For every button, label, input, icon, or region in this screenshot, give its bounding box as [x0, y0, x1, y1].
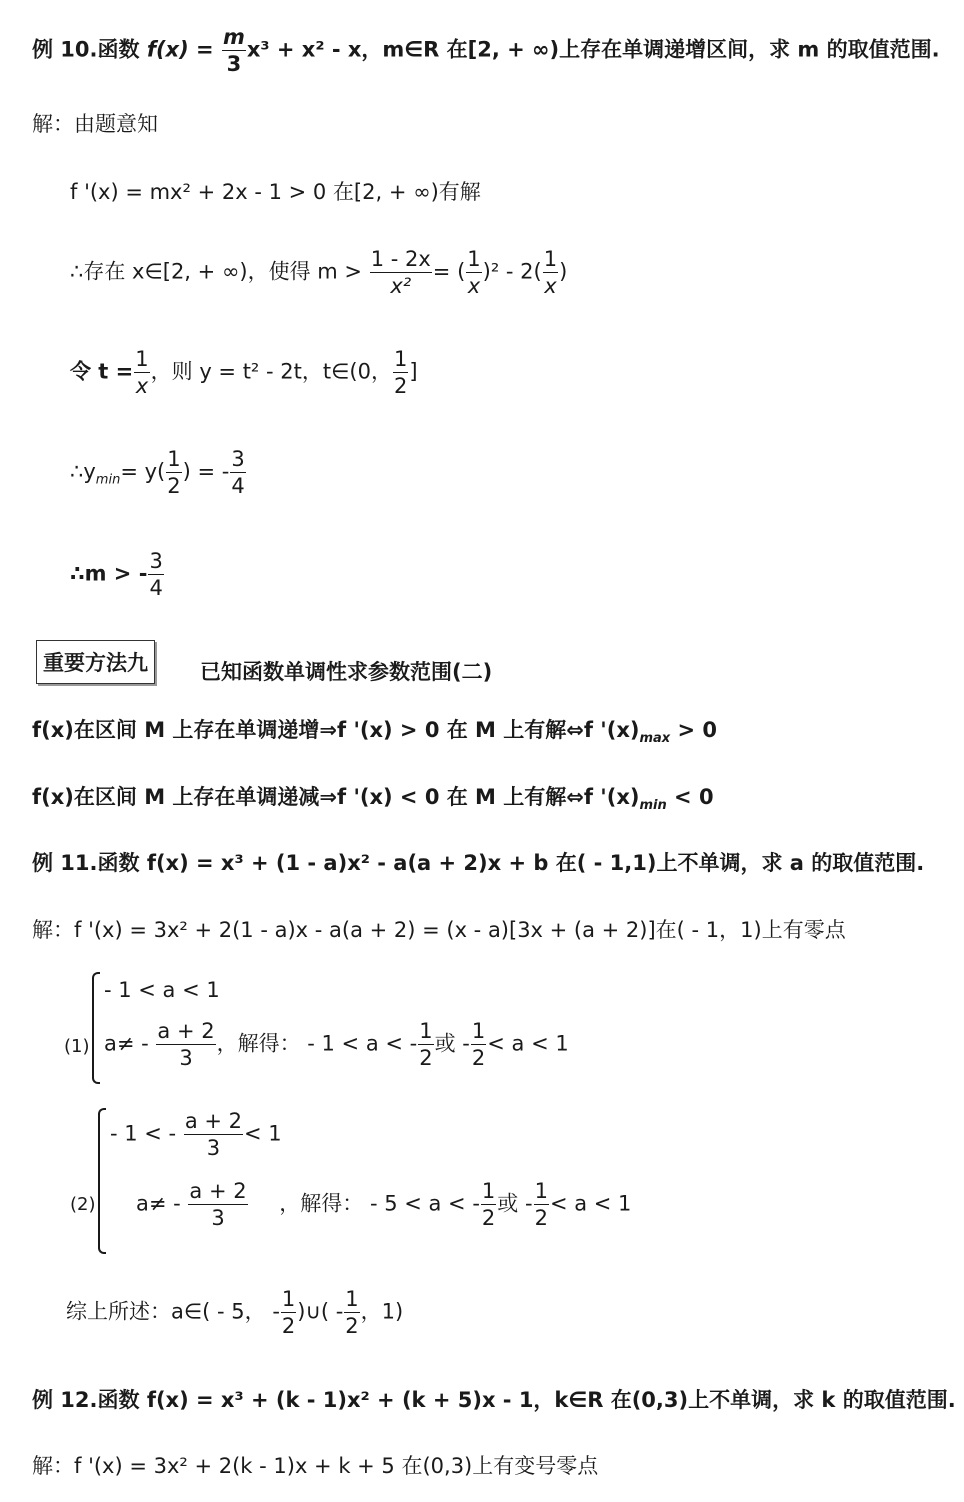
ex10-frac-m3	[222, 26, 246, 75]
case1-row2-a: a≠ -	[104, 1031, 149, 1056]
case2-row2-a: a≠ -	[136, 1191, 181, 1216]
frac-num: 1	[543, 248, 558, 273]
ex10-title-tail: x³ + x² - x，m∈R 在[2, + ∞)上存在单调递增区间，求 m 的取值范围.	[246, 37, 940, 62]
frac-den: x	[467, 274, 481, 299]
frac-num: a + 2	[188, 1180, 247, 1205]
rule2-sub: min	[639, 798, 667, 814]
frac-den: 3	[179, 1046, 193, 1071]
ex10-line3-b: ，则 y = t² - 2t，t∈(0，	[150, 359, 392, 384]
rule1-tail: > 0	[670, 718, 718, 742]
frac-den: x²	[390, 274, 412, 299]
ex10-title-prefix: 例 10.函数	[32, 37, 147, 62]
frac-num: 1	[466, 248, 481, 273]
frac-num: 1	[393, 348, 408, 373]
frac-den: 2	[481, 1206, 496, 1231]
frac-den: 3	[226, 52, 242, 77]
ex11-case2-label: (2)	[70, 1194, 96, 1215]
frac-den: 4	[231, 474, 245, 499]
frac-num: 3	[148, 550, 163, 575]
ex12-solution: 解：f '(x) = 3x² + 2(k - 1)x + k + 5 在(0,3)上有变号零点	[32, 1454, 599, 1478]
rule1-text: f(x)在区间 M 上存在单调递增⇒f '(x) > 0 在 M 上有解⇔f '(x)	[32, 718, 640, 742]
ex10-frac-1x-a	[466, 248, 481, 297]
ex10-solution-intro: 解：由题意知	[32, 112, 158, 136]
ex11-frac-1-2-c	[481, 1180, 496, 1229]
ex11-frac-1-2-e	[281, 1288, 296, 1337]
ex10-line2-b: = (	[432, 259, 466, 284]
ex11-case1-brace	[92, 972, 100, 1084]
frac-den: 4	[149, 576, 163, 601]
ex10-frac-1-2-b	[166, 448, 181, 497]
frac-num: 1	[534, 1180, 549, 1205]
ex10-line3-c: ]	[409, 359, 418, 384]
method-rule-1	[32, 720, 717, 745]
ex11-case2-row2	[136, 1180, 631, 1229]
ex10-frac-1x-c	[134, 348, 149, 397]
ex10-line4	[70, 448, 247, 497]
frac-num: 3	[230, 448, 245, 473]
ex10-line4-b: = y(	[120, 459, 166, 484]
ex10-line2	[70, 248, 567, 297]
frac-num: 1	[471, 1020, 486, 1045]
method-title: 已知函数单调性求参数范围(二)	[200, 660, 493, 684]
ex10-line2-d: )	[559, 259, 568, 284]
ex12-title: 例 12.函数 f(x) = x³ + (k - 1)x² + (k + 5)x - 1，k∈R 在(0,3)上不单调，求 k 的取值范围.	[32, 1388, 956, 1412]
ex10-frac-1-2	[393, 348, 408, 397]
case1-or: 或 -	[434, 1031, 470, 1056]
ex10-line4-c: ) = -	[182, 459, 230, 484]
case2-row1-a: - 1 < -	[110, 1121, 177, 1146]
ex11-frac-1-2-a	[418, 1020, 433, 1069]
frac-den: 2	[281, 1314, 296, 1339]
frac-den: 2	[393, 374, 408, 399]
ex11-frac-1-2-d	[534, 1180, 549, 1229]
frac-num: 1	[418, 1020, 433, 1045]
frac-den: 3	[211, 1206, 225, 1231]
summary-a: 综上所述：a∈( - 5， -	[66, 1299, 280, 1324]
frac-den: 2	[345, 1314, 359, 1339]
case2-tail: < a < 1	[549, 1191, 632, 1216]
frac-num: 1	[344, 1288, 359, 1313]
case2-row1-b: < 1	[244, 1121, 282, 1146]
ex10-line2-a: ∴存在 x∈[2, + ∞)，使得 m >	[70, 259, 363, 284]
frac-den: 2	[534, 1206, 548, 1231]
rule2-tail: < 0	[666, 785, 714, 809]
case1-tail: < a < 1	[487, 1031, 569, 1056]
method-box: 重要方法九	[36, 640, 155, 684]
ex11-frac-a2-3-b	[184, 1110, 243, 1159]
ex10-line4-a: ∴y	[70, 459, 96, 484]
frac-num: a + 2	[184, 1110, 243, 1135]
summary-b: )∪( -	[297, 1299, 344, 1324]
case1-row2-b: ，解得： - 1 < a < -	[216, 1031, 418, 1056]
ex11-case2-brace	[98, 1108, 106, 1254]
ex11-frac-1-2-b	[471, 1020, 486, 1069]
summary-c: ，1)	[360, 1299, 404, 1324]
frac-num: 1	[281, 1288, 296, 1313]
ex11-case1-label: (1)	[64, 1036, 90, 1057]
frac-den: 2	[419, 1046, 433, 1071]
case2-row2-b: ，解得： - 5 < a < -	[279, 1191, 480, 1216]
frac-den: 2	[471, 1046, 486, 1071]
ex10-frac-1x-b	[543, 248, 558, 297]
ex10-line3-a: 令 t =	[70, 359, 134, 384]
ex10-line3	[70, 348, 418, 397]
ex11-frac-a2-3-c	[188, 1180, 247, 1229]
frac-den: 3	[206, 1136, 221, 1161]
ex11-case1-row2	[104, 1020, 569, 1069]
ex11-summary	[66, 1288, 403, 1337]
ex11-case2-row1	[110, 1110, 282, 1159]
ex11-frac-1-2-f	[344, 1288, 359, 1337]
frac-den: x	[544, 274, 557, 299]
ex10-fx: f(x) =	[146, 37, 221, 62]
frac-num: 1	[134, 348, 149, 373]
rule1-sub: max	[639, 731, 671, 747]
ex10-line5	[70, 550, 165, 599]
case2-or: 或 -	[497, 1191, 533, 1216]
frac-num: 1 - 2x	[370, 248, 432, 273]
ex11-title: 例 11.函数 f(x) = x³ + (1 - a)x² - a(a + 2)x + b 在( - 1,1)上不单调，求 a 的取值范围.	[32, 851, 925, 875]
frac-den: 2	[167, 474, 181, 499]
ex11-frac-a2-3	[156, 1020, 215, 1069]
ex10-frac-1-2x	[370, 248, 432, 297]
frac-num: a + 2	[156, 1020, 215, 1045]
ex10-frac-3-4-b	[148, 550, 163, 599]
frac-num: 1	[166, 448, 181, 473]
method-rule-2	[32, 787, 714, 812]
ex10-line4-sub: min	[95, 472, 121, 488]
ex10-line5-a: ∴m > -	[70, 561, 148, 586]
ex10-line2-c: )² - 2(	[482, 259, 542, 284]
frac-den: x	[135, 374, 149, 399]
ex11-solution: 解：f '(x) = 3x² + 2(1 - a)x - a(a + 2) = (x - a)[3x + (a + 2)]在( - 1，1)上有零点	[32, 918, 846, 942]
ex10-line1: f '(x) = mx² + 2x - 1 > 0 在[2, + ∞)有解	[70, 180, 481, 204]
ex11-case1-row1: - 1 < a < 1	[104, 978, 220, 1002]
frac-num: m	[222, 26, 246, 51]
frac-num: 1	[481, 1180, 496, 1205]
rule2-text: f(x)在区间 M 上存在单调递减⇒f '(x) < 0 在 M 上有解⇔f '(x)	[32, 785, 640, 809]
ex10-frac-3-4	[230, 448, 245, 497]
ex10-title	[32, 26, 940, 75]
